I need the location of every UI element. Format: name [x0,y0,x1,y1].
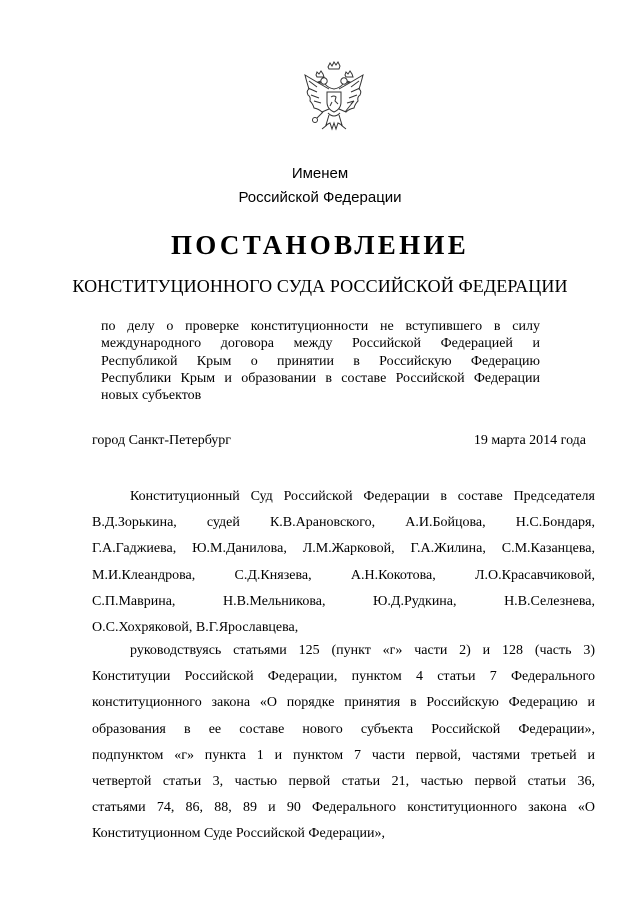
in-name-heading: Именем [291,165,349,182]
federation-heading: Российской Федерации [238,189,402,206]
paragraph-line: четвертой статьи 3, частью первой статьи 21, частью первой статьи 36, [92,773,595,789]
document-title: ПОСТАНОВЛЕНИЕ [170,230,469,260]
date-label: 19 марта 2014 года [473,433,586,448]
case-line: по делу о проверке конституционности не вступившего в силу [101,319,540,334]
paragraph-line: С.П.Маврина, Н.В.Мельникова, Ю.Д.Рудкина, Н.В.Селезнева, [92,593,595,609]
case-description [101,318,540,404]
court-composition-paragraph [92,487,595,644]
paragraph-line: образования в ее составе нового субъекта Российской Федерации», [92,721,595,737]
paragraph-line: Конституционном Суде Российской Федерации», [92,826,386,842]
paragraph-line: Конституционный Суд Российской Федерации в составе Председателя [130,489,595,504]
paragraph-line: Г.А.Гаджиева, Ю.М.Данилова, Л.М.Жарковой, Г.А.Жилина, С.М.Казанцева, [92,541,595,557]
document-subtitle: КОНСТИТУЦИОННОГО СУДА РОССИЙСКОЙ ФЕДЕРАЦИИ [72,276,568,296]
case-line: новых субъектов [101,388,202,404]
paragraph-line: М.И.Клеандрова, С.Д.Князева, А.Н.Кокотова, Л.О.Красавчиковой, [92,567,595,583]
legal-basis-paragraph [92,641,595,851]
place-label: город Санкт-Петербург [92,433,232,448]
case-line: международного договора между Российской Федерацией и [101,336,540,352]
paragraph-line: руководствуясь статьями 125 (пункт «г» части 2) и 128 (часть 3) [130,643,595,658]
paragraph-line: Конституции Российской Федерации, пунктом 4 статьи 7 Федерального [92,669,595,685]
paragraph-line: О.С.Хохряковой, В.Г.Ярославцева, [92,619,299,635]
case-line: Республики Крым и образовании в составе Российской Федерации [101,370,540,386]
case-line: Республикой Крым о принятии в Российскую Федерацию [101,353,540,369]
russian-coat-of-arms-icon [299,57,369,142]
paragraph-line: статьями 74, 86, 88, 89 и 90 Федерального конституционного закона «О [92,800,595,816]
paragraph-line: конституционного закона «О порядке принятия в Российскую Федерацию и [92,695,595,711]
paragraph-line: подпунктом «г» пункта 1 и пунктом 7 части первой, частями третьей и [92,747,595,763]
paragraph-line: В.Д.Зорькина, судей К.В.Арановского, А.И.Бойцова, Н.С.Бондаря, [92,515,595,531]
